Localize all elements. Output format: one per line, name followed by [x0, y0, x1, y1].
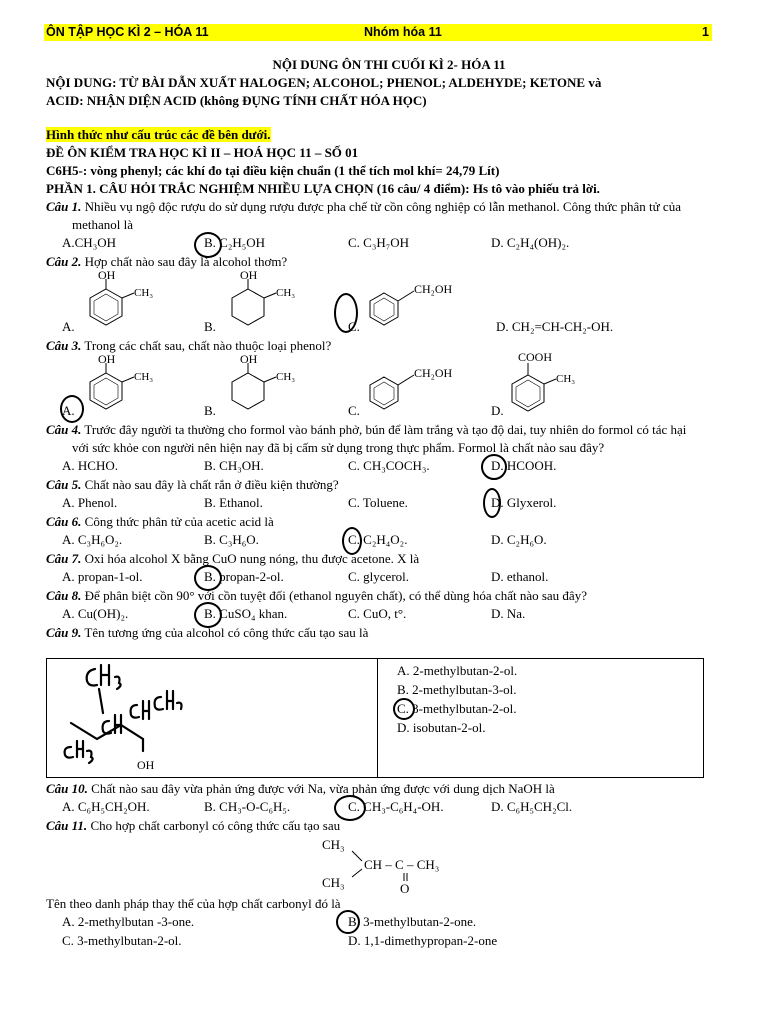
answer-mark [393, 698, 415, 720]
format-note: Hình thức như cấu trúc các đề bên dưới. [46, 127, 271, 142]
option-a[interactable]: A. 2-methylbutan -3-one. [62, 914, 195, 929]
methylbenzoic-acid-structure [504, 349, 594, 419]
option-b[interactable]: B. C₂H₅OH [204, 235, 266, 250]
option-c[interactable]: C. [348, 403, 360, 418]
svg-text:CH₃: CH₃ [556, 373, 576, 385]
question-4-options [46, 457, 736, 476]
doc-title: NỘI DUNG ÔN THI CUỐI KÌ 2- HÓA 11 [272, 57, 506, 72]
svg-text:OH: OH [98, 271, 116, 282]
document-body-lower [46, 780, 736, 951]
svg-text:CH₃: CH₃ [134, 287, 154, 299]
option-b[interactable]: B. CH₃OH. [204, 458, 264, 473]
option-c[interactable]: C. CH₃COCH₃. [348, 458, 430, 473]
answer-mark [483, 488, 501, 518]
benzyl-alcohol-structure [362, 355, 462, 417]
svg-text:OH: OH [137, 758, 155, 772]
option-c[interactable]: C. 3-methylbutan-2-ol. [62, 933, 182, 948]
question-7-options [46, 568, 736, 587]
option-b[interactable]: B. 2-methylbutan-3-ol. [397, 682, 517, 697]
question-3: Câu 3. Trong các chất sau, chất nào thuộc loại phenol? [46, 338, 332, 353]
option-d[interactable]: D. [491, 403, 504, 418]
question-11-options-row1 [46, 913, 736, 932]
exam-note: C6H5-: vòng phenyl; các khí đo tại điều kiện chuẩn (1 thể tích mol khí= 24,79 Lít) [46, 163, 500, 178]
option-c[interactable]: C. Toluene. [348, 495, 408, 510]
option-a[interactable]: A. [62, 403, 75, 418]
answer-mark [342, 527, 362, 555]
methylcyclohexanol-structure [220, 355, 300, 417]
answer-mark [334, 795, 366, 821]
option-a[interactable]: A. C₆H₅CH₂OH. [62, 799, 150, 814]
option-c[interactable]: C. CuO, t°. [348, 606, 407, 621]
option-b[interactable]: B. [204, 319, 216, 334]
option-d[interactable]: D. Glyxerol. [491, 495, 557, 510]
question-11: Câu 11. Cho hợp chất carbonyl có công thức cấu tạo sau [46, 818, 341, 833]
option-b[interactable]: B. CH₃-O-C₆H₅. [204, 799, 291, 814]
question-11-prompt: Tên theo danh pháp thay thế của hợp chất carbonyl đó là [46, 896, 341, 911]
question-2-structures [46, 271, 736, 337]
svg-text:CH₃: CH₃ [322, 875, 345, 890]
content-line-2: ACID: NHẬN DIỆN ACID (không ĐỤNG TÍNH CHẤT HÓA HỌC) [46, 93, 427, 108]
svg-text:CH₃: CH₃ [134, 371, 154, 383]
header-left: ÔN TẬP HỌC KÌ 2 – HÓA 11 [46, 25, 209, 39]
option-d[interactable]: D. C₆H₅CH₂Cl. [491, 799, 573, 814]
part1-heading: PHẦN 1. CÂU HỎI TRẮC NGHIỆM NHIỀU LỰA CHỌN (16 câu/ 4 điểm): Hs tô vào phiếu trả lời. [46, 181, 600, 196]
svg-text:CH₃: CH₃ [276, 371, 296, 383]
carbonyl-structure [320, 835, 460, 895]
option-d[interactable]: D. HCOOH. [491, 458, 557, 473]
svg-text:CH₂OH: CH₂OH [414, 282, 453, 296]
option-c[interactable]: C. C₃H₇OH [348, 235, 410, 250]
option-a[interactable]: A. propan-1-ol. [62, 569, 143, 584]
option-b[interactable]: B. [204, 403, 216, 418]
answer-mark [194, 232, 222, 258]
question-5-options [46, 494, 736, 513]
question-6-options [46, 531, 736, 550]
o-cresol-structure [78, 271, 158, 333]
svg-text:CH – C – CH₃: CH – C – CH₃ [364, 857, 440, 872]
svg-text:CH₃: CH₃ [276, 287, 296, 299]
o-cresol-structure [78, 355, 158, 417]
question-8: Câu 8. Để phân biệt cồn 90° với cồn tuyệt đối (ethanol nguyên chất), có thể dùng hóa chất nào sau đây? [46, 588, 587, 603]
svg-text:COOH: COOH [518, 350, 553, 364]
benzyl-alcohol-structure [362, 271, 462, 333]
question-3-structures [46, 350, 736, 421]
option-d[interactable]: D. CH₂=CH-CH₂-OH. [496, 319, 614, 334]
svg-text:O: O [400, 881, 410, 895]
option-a[interactable]: A. Phenol. [62, 495, 118, 510]
option-b[interactable]: B. propan-2-ol. [204, 569, 284, 584]
option-d[interactable]: D. C₂H₄(OH)₂. [491, 235, 570, 250]
page-number: 1 [702, 25, 709, 39]
question-2: Câu 2. Hợp chất nào sau đây là alcohol thơm? [46, 254, 288, 269]
option-c[interactable]: C. C₂H₄O₂. [348, 532, 408, 547]
question-11-options-row2 [46, 932, 736, 951]
option-c[interactable]: C. glycerol. [348, 569, 410, 584]
question-5: Câu 5. Chất nào sau đây là chất rắn ở điều kiện thường? [46, 477, 339, 492]
handwritten-structure [53, 661, 213, 773]
question-6: Câu 6. Công thức phân tử của acetic acid là [46, 514, 274, 529]
option-b[interactable]: B. C₃H₆O. [204, 532, 259, 547]
option-d[interactable]: D. 1,1-dimethypropan-2-one [348, 933, 498, 948]
question-9-table [46, 658, 704, 778]
exam-title: ĐỀ ÔN KIỂM TRA HỌC KÌ II – HOÁ HỌC 11 – SỐ 01 [46, 145, 359, 160]
option-d[interactable]: D. C₂H₆O. [491, 532, 547, 547]
answer-mark [194, 565, 222, 591]
content-line-1: NỘI DUNG: TỪ BÀI DẪN XUẤT HALOGEN; ALCOHOL; PHENOL; ALDEHYDE; KETONE và [46, 75, 602, 90]
svg-text:OH: OH [240, 271, 258, 282]
option-a[interactable]: A. C₃H₆O₂. [62, 532, 123, 547]
option-c[interactable]: C. 3-methylbutan-2-ol. [397, 701, 517, 716]
question-1-options [46, 234, 736, 253]
question-10-options [46, 798, 736, 817]
question-10: Câu 10. Chất nào sau đây vừa phản ứng được với Na, vừa phản ứng được với dung dịch NaOH là [46, 781, 555, 796]
question-1: Câu 1. Nhiều vụ ngộ độc rượu do sử dụng rượu được pha chế từ cồn công nghiệp có lẫn methanol. Công thức phân tử của methanol là [46, 199, 681, 232]
option-c[interactable]: C. CH₃-C₆H₄-OH. [348, 799, 444, 814]
question-7: Câu 7. Oxi hóa alcohol X bằng CuO nung nóng, thu được acetone. X là [46, 551, 420, 566]
option-d[interactable]: D. isobutan-2-ol. [397, 720, 486, 735]
svg-text:OH: OH [98, 355, 116, 366]
option-d[interactable]: D. ethanol. [491, 569, 549, 584]
question-4: Câu 4. Trước đây người ta thường cho formol vào bánh phở, bún để làm trắng và tạo độ dai, tuy nhiên do formol có tác hại với sức khỏe con người nên hiện nay đã bị cấm sử dụng trong thực phẩm. Formol là chất nào sau đây? [46, 422, 687, 455]
question-8-options [46, 605, 736, 624]
methylcyclohexanol-structure [220, 271, 300, 333]
document-body [46, 56, 736, 642]
question-9: Câu 9. Tên tương ứng của alcohol có công thức cấu tạo sau là [46, 625, 369, 640]
option-b[interactable]: B. Ethanol. [204, 495, 263, 510]
option-d[interactable]: D. Na. [491, 606, 526, 621]
option-a[interactable]: A.CH₃OH [62, 235, 117, 250]
answer-mark [336, 910, 360, 934]
page-header [44, 24, 712, 41]
answer-mark [194, 602, 222, 628]
option-b[interactable]: B. CuSO₄ khan. [204, 606, 288, 621]
answer-mark [481, 454, 507, 480]
answer-mark [334, 293, 358, 333]
option-a[interactable]: A. 2-methylbutan-2-ol. [397, 663, 518, 678]
option-c[interactable]: C. [348, 319, 360, 334]
svg-text:CH₂OH: CH₂OH [414, 366, 453, 380]
option-a[interactable]: A. HCHO. [62, 458, 118, 473]
svg-text:CH₃: CH₃ [322, 837, 345, 852]
option-b[interactable]: B. 3-methylbutan-2-one. [348, 914, 477, 929]
header-center: Nhóm hóa 11 [364, 25, 442, 39]
svg-text:OH: OH [240, 355, 258, 366]
question-9-options [397, 661, 517, 737]
option-a[interactable]: A. [62, 319, 75, 334]
option-a[interactable]: A. Cu(OH)₂. [62, 606, 129, 621]
